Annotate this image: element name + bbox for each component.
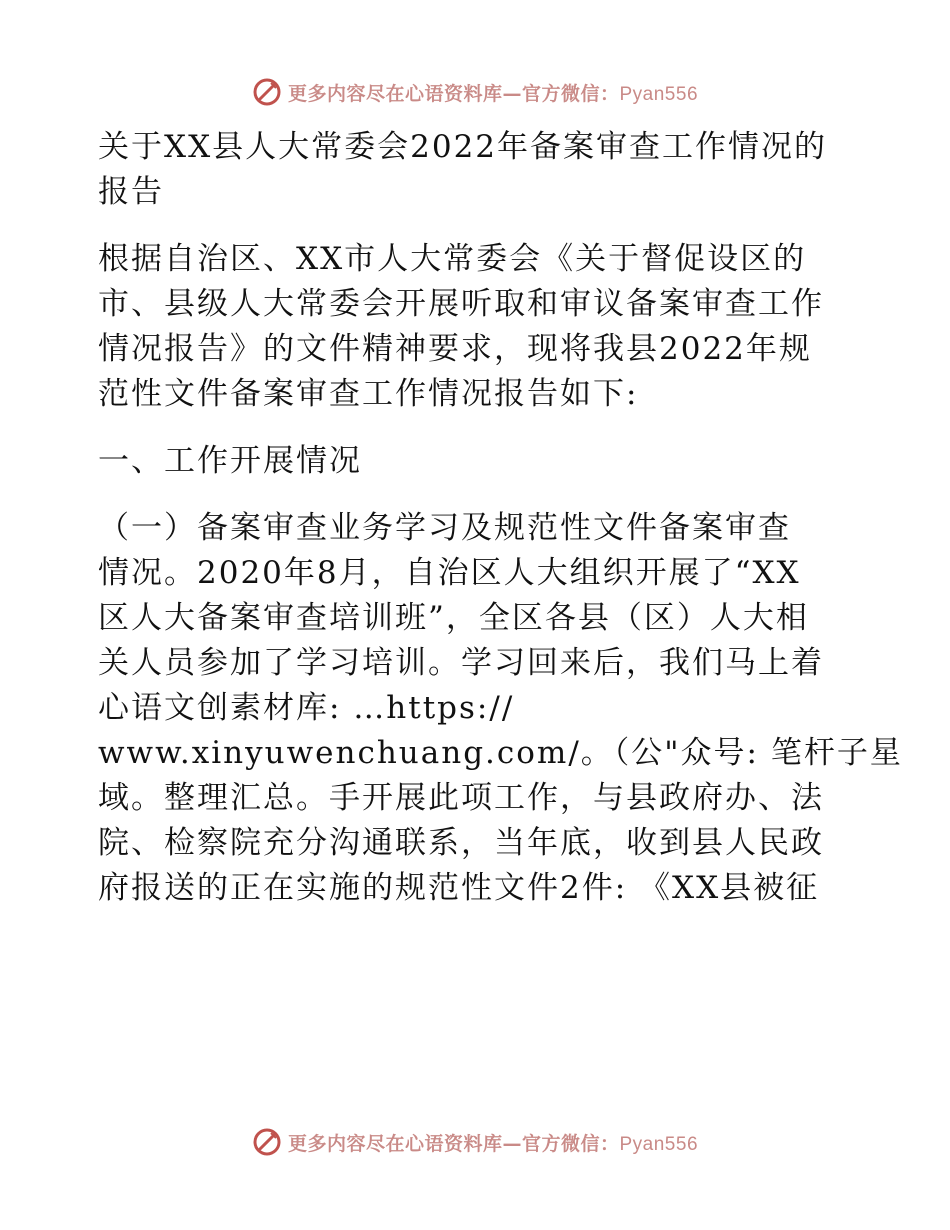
paragraph-line: 域。整理汇总。手开展此项工作，与县政府办、法 <box>98 780 824 816</box>
paragraph-line: 府报送的正在实施的规范性文件2件: 《XX县被征 <box>98 870 820 906</box>
watermark-text: 更多内容尽在心语资料库—官方微信：Pyan556 <box>287 1132 699 1155</box>
section-heading <box>98 439 858 484</box>
paragraph-line: （一）备案审查业务学习及规范性文件备案审查 <box>98 510 791 546</box>
paragraph-line: 心语文创素材库: …https:// <box>98 690 515 726</box>
paragraph-line: www.xinyuwenchuang.com/。（公"众号: 笔杆子星 <box>98 735 903 771</box>
paragraph-line: 根据自治区、XX市人大常委会《关于督促设区的 <box>98 241 807 277</box>
paragraph-line: 市、县级人大常委会开展听取和审议备案审查工作 <box>98 286 824 322</box>
title-line: 关于XX县人大常委会2022年备案审查工作情况的 <box>98 129 828 165</box>
heading-line: 一、工作开展情况 <box>98 443 362 479</box>
watermark-banner-bottom <box>0 1122 950 1162</box>
watermark-text: 更多内容尽在心语资料库—官方微信：Pyan556 <box>287 82 699 105</box>
paragraph-line: 范性文件备案审查工作情况报告如下: <box>98 376 639 412</box>
paragraph-line: 院、检察院充分沟通联系，当年底，收到县人民政 <box>98 825 824 861</box>
pen-circle-logo-icon <box>252 77 282 107</box>
paragraph-line: 情况。2020年8月，自治区人大组织开展了“XX <box>98 555 801 591</box>
paragraph-line: 情况报告》的文件精神要求，现将我县2022年规 <box>98 331 812 367</box>
paragraph-line: 区人大备案审查培训班”，全区各县（区）人大相 <box>98 600 809 636</box>
pen-circle-logo-icon <box>252 1127 282 1157</box>
paragraph-line: 关人员参加了学习培训。学习回来后，我们马上着 <box>98 645 824 681</box>
title-line: 报告 <box>98 174 164 210</box>
paragraph <box>98 237 858 417</box>
document-title <box>98 125 858 215</box>
document-body <box>98 125 903 911</box>
paragraph <box>98 506 903 911</box>
watermark-banner-top <box>0 72 950 112</box>
